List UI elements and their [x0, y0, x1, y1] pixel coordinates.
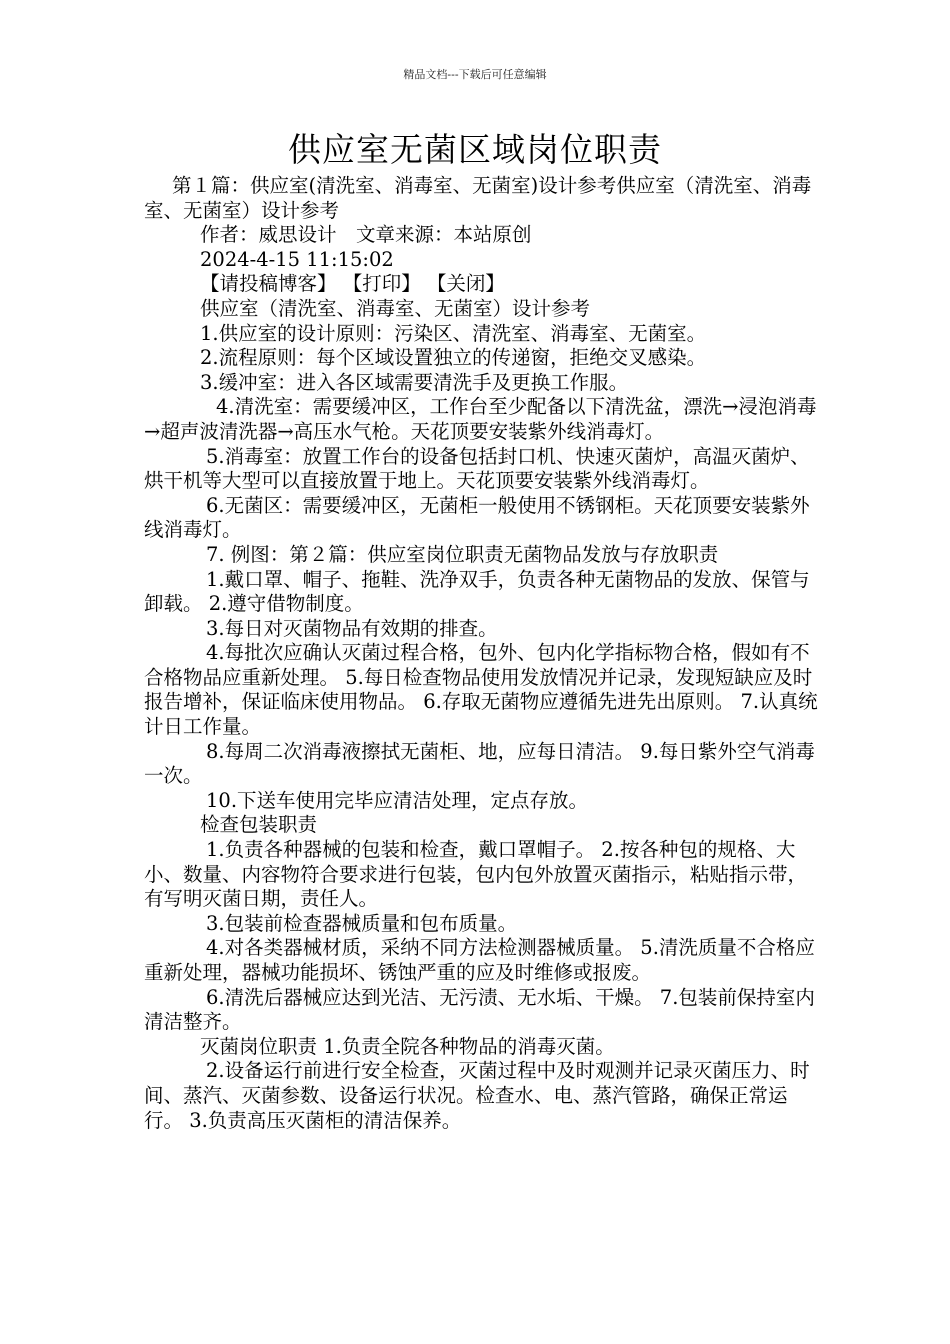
paragraph: 6.清洗后器械应达到光洁、无污渍、无水垢、干燥。 7.包装前保持室内清洁整齐。	[144, 985, 815, 1034]
paragraph: 2024-4-15 11:15:02	[200, 247, 394, 271]
paragraph: 7. 例图：第２篇：供应室岗位职责无菌物品发放与存放职责	[206, 542, 719, 566]
paragraph: 检查包装职责	[200, 813, 318, 837]
paragraph: 1.负责各种器械的包装和检查，戴口罩帽子。 2.按各种包的规格、大小、数量、内容物符合要求进行包装，包内包外放置灭菌指示，粘贴指示带，有写明灭菌日期，责任人。	[144, 838, 808, 911]
paragraph: 6.无菌区：需要缓冲区，无菌柜一般使用不锈钢柜。天花顶要安装紫外线消毒灯。	[144, 493, 810, 542]
paragraph: 作者：威思设计 文章来源：本站原创	[200, 223, 532, 247]
paragraph: 第１篇：供应室(清洗室、消毒室、无菌室)设计参考供应室（清洗室、消毒室、无菌室）设计参考	[144, 174, 812, 222]
paragraph: 【请投稿博客】 【打印】 【关闭】	[200, 272, 505, 296]
paragraph: 5.消毒室：放置工作台的设备包括封口机、快速灭菌炉，高温灭菌炉、烘干机等大型可以直接放置于地上。天花顶要安装紫外线消毒灯。	[144, 444, 810, 493]
paragraph: 4.每批次应确认灭菌过程合格，包外、包内化学指标物合格，假如有不合格物品应重新处理。 5.每日检查物品使用发放情况并记录，发现短缺应及时报告增补，保证临床使用物品。 6.存取无菌物应遵循先进先出原则。 7.认真统计日工作量。	[144, 641, 818, 739]
header-note: 精品文档---下载后可任意编辑	[403, 68, 547, 81]
paragraph: 4.对各类器械材质，采纳不同方法检测器械质量。 5.清洗质量不合格应重新处理，器械功能损坏、锈蚀严重的应及时维修或报废。	[144, 936, 815, 984]
page-title: 供应室无菌区域岗位职责	[288, 130, 662, 169]
paragraph: 2.流程原则：每个区域设置独立的传递窗，拒绝交叉感染。	[200, 346, 707, 370]
paragraph: 3.缓冲室：进入各区域需要清洗手及更换工作服。	[200, 370, 629, 394]
paragraph: 2.设备运行前进行安全检查，灭菌过程中及时观测并记录灭菌压力、时间、蒸汽、灭菌参数、设备运行状况。检查水、电、蒸汽管路，确保正常运行。 3.负责高压灭菌柜的清洁保养。	[144, 1059, 810, 1132]
paragraph: 1.戴口罩、帽子、拖鞋、洗净双手，负责各种无菌物品的发放、保管与卸载。 2.遵守借物制度。	[144, 567, 810, 616]
paragraph: 3.每日对灭菌物品有效期的排查。	[206, 616, 498, 640]
paragraph: 供应室（清洗室、消毒室、无菌室）设计参考	[200, 296, 591, 320]
paragraph: 1.供应室的设计原则：污染区、清洗室、消毒室、无菌室。	[200, 321, 707, 345]
document-body	[144, 174, 824, 1133]
paragraph: 3.包装前检查器械质量和包布质量。	[206, 911, 518, 935]
paragraph: 4.清洗室：需要缓冲区，工作台至少配备以下清洗盆，漂洗→浸泡消毒→超声波清洗器→高压水气枪。天花顶要安装紫外线消毒灯。	[144, 395, 817, 443]
paragraph: 10.下送车使用完毕应清洁处理，定点存放。	[206, 788, 589, 812]
paragraph: 8.每周二次消毒液擦拭无菌柜、地，应每日清洁。 9.每日紫外空气消毒一次。	[144, 739, 815, 788]
paragraph: 灭菌岗位职责 1.负责全院各种物品的消毒灭菌。	[200, 1034, 615, 1058]
